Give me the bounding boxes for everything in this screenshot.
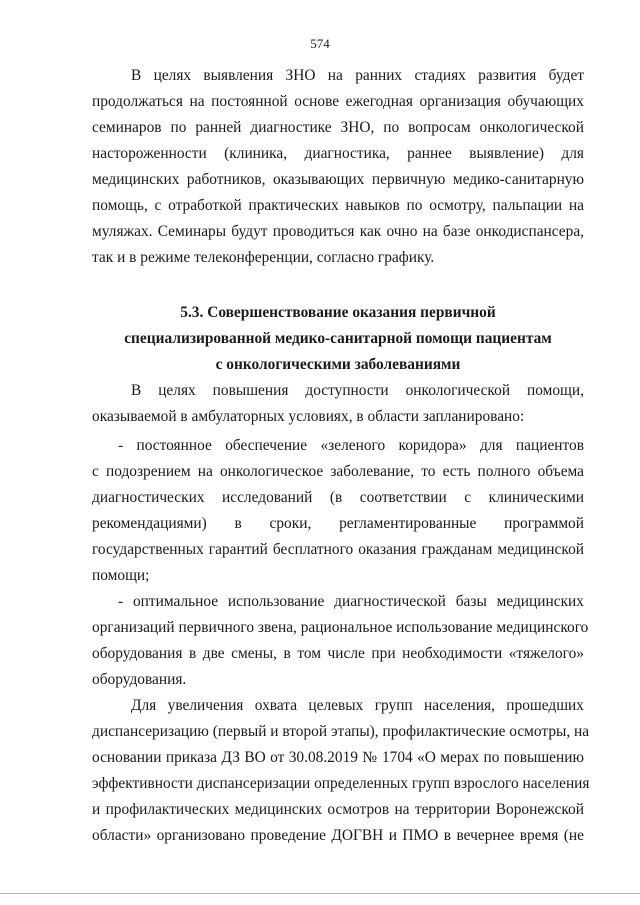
paragraph-line: муляжах. Семинары будут проводиться как очно на базе онкодиспансера, (92, 223, 584, 240)
paragraph-line: оказываемой в амбулаторных условиях, в области запланировано: (92, 408, 525, 425)
bullet-line: государственных гарантий бесплатного оказания гражданам медицинской (92, 541, 584, 558)
section-heading-line: 5.3. Совершенствование оказания первичной (180, 304, 496, 321)
paragraph-line: В целях повышения доступности онкологической помощи, (131, 382, 584, 399)
paragraph-line: диспансеризацию (первый и второй этапы), профилактические осмотры, на (92, 723, 590, 740)
bullet-line: - постоянное обеспечение «зеленого коридора» для пациентов (118, 437, 584, 454)
paragraph-line: продолжаться на постоянной основе ежегодная организация обучающих (92, 93, 584, 110)
bullet-line: с подозрением на онкологическое заболевание, то есть полного объема (92, 463, 584, 480)
paragraph-line: семинаров по ранней диагностике ЗНО, по вопросам онкологической (92, 119, 584, 136)
paragraph-line: так и в режиме телеконференции, согласно графику. (92, 249, 435, 266)
paragraph-line: помощь, с отработкой практических навыков по осмотру, пальпации на (92, 197, 584, 214)
bullet-line: рекомендациями) в сроки, регламентированные программой (92, 515, 584, 532)
paragraph-line: медицинских работников, оказывающих первичную медико-санитарную (92, 171, 584, 188)
bullet-line: оборудования в две смены, в том числе при необходимости «тяжелого» (92, 645, 584, 662)
section-heading-line: с онкологическими заболеваниями (215, 356, 461, 373)
section-heading-line: специализированной медико-санитарной помощи пациентам (124, 330, 552, 347)
paragraph-line: настороженности (клиника, диагностика, раннее выявление) для (92, 145, 584, 162)
paragraph-line: и профилактических медицинских осмотров на территории Воронежской (92, 801, 584, 818)
paragraph-line: Для увеличения охвата целевых групп населения, прошедших (131, 697, 584, 714)
paragraph-line: В целях выявления ЗНО на ранних стадиях развития будет (131, 67, 584, 84)
page-bottom-rule (0, 893, 640, 894)
paragraph-line: основании приказа ДЗ ВО от 30.08.2019 № 1704 «О мерах по повышению (92, 749, 584, 766)
bullet-line: оборудования. (92, 671, 187, 688)
page-number: 574 (310, 36, 330, 51)
bullet-line: диагностических исследований (в соответствии с клиническими (92, 489, 584, 506)
bullet-line: - оптимальное использование диагностической базы медицинских (118, 593, 584, 610)
bullet-line: организаций первичного звена, рациональное использование медицинского (92, 619, 589, 636)
paragraph-line: области» организовано проведение ДОГВН и ПМО в вечернее время (не (92, 827, 584, 844)
bullet-line: помощи; (92, 567, 150, 584)
paragraph-line: эффективности диспансеризации определенных групп взрослого населения (92, 775, 590, 792)
